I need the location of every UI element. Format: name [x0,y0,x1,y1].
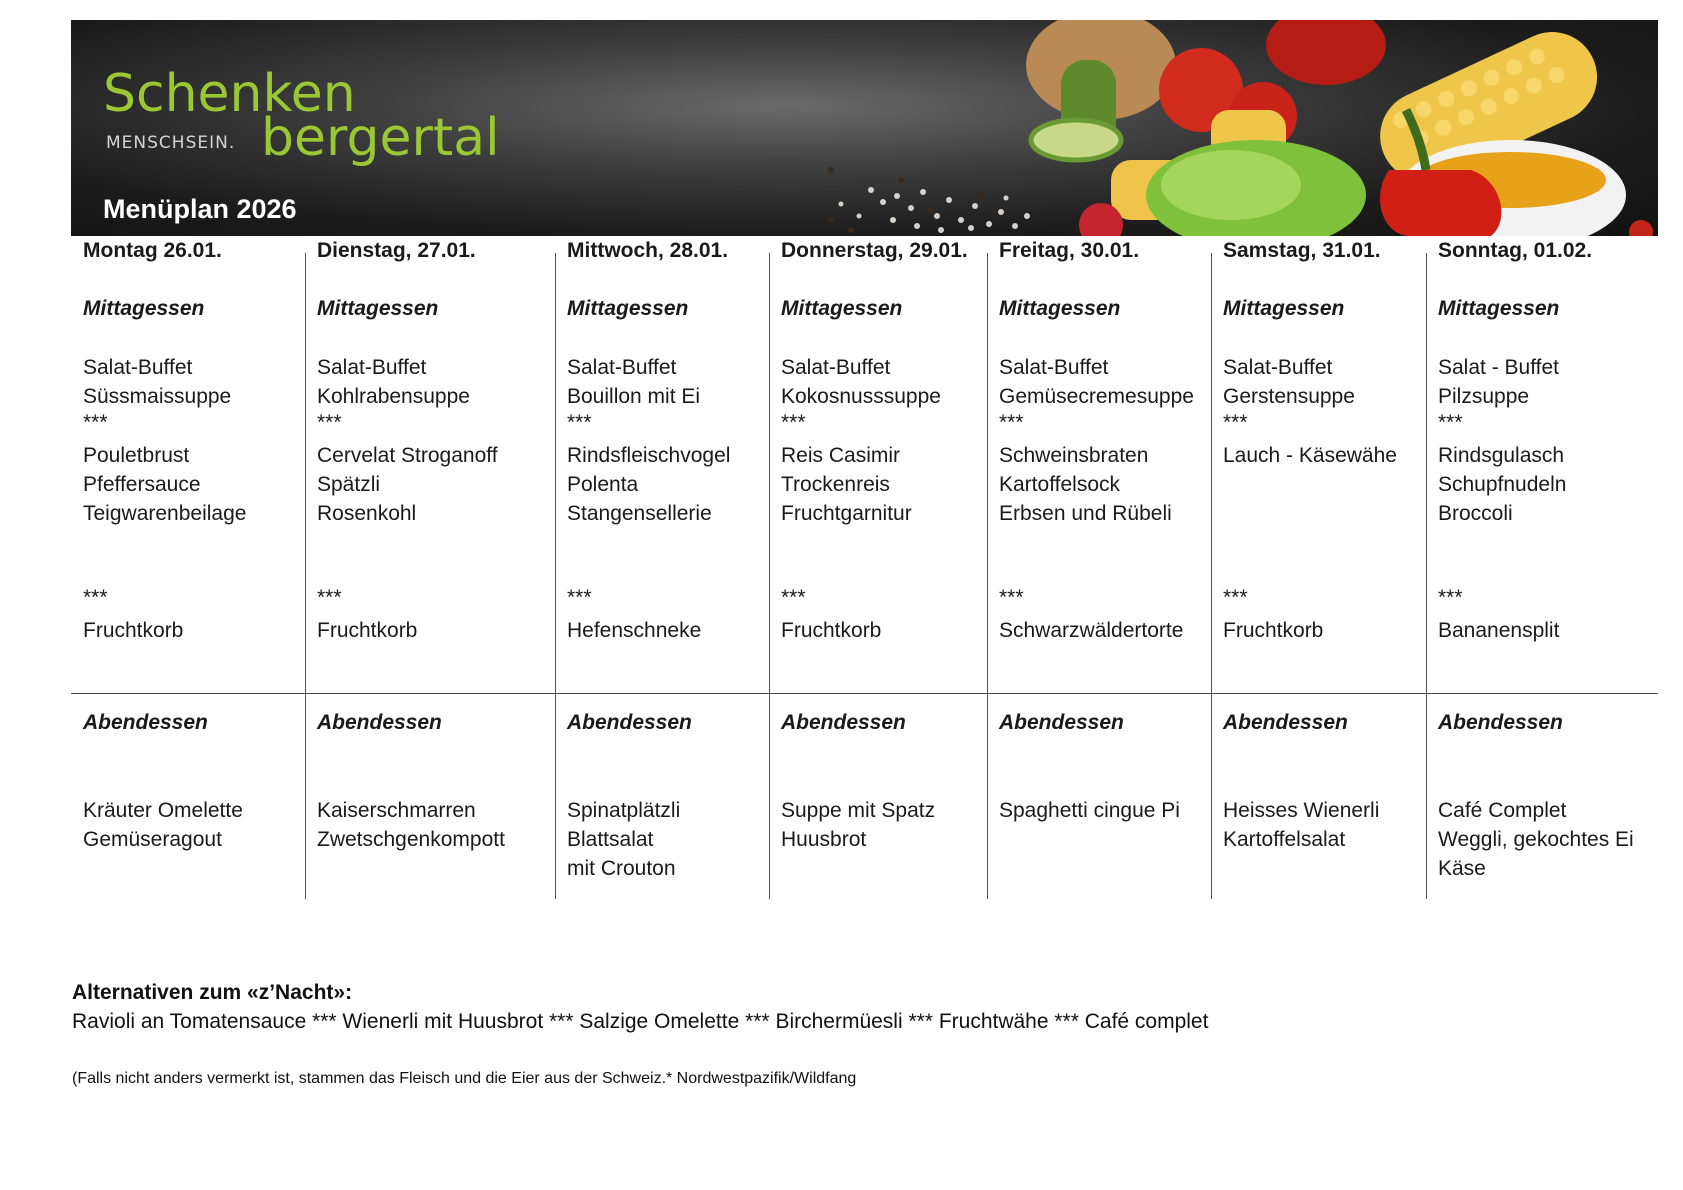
day-title: Samstag, 31.01. [1223,239,1381,262]
day-title: Sonntag, 01.02. [1438,239,1593,262]
lunch-main-item: Teigwarenbeilage [83,502,247,525]
header-banner [71,20,1658,236]
lunch-main-item: Pouletbrust [83,444,190,467]
course-separator: *** [1223,411,1248,434]
lunch-main-item: Fruchtgarnitur [781,502,912,525]
column-divider [769,253,770,899]
course-separator: *** [999,411,1024,434]
dinner-label: Abendessen [567,711,692,734]
alternatives-title: Alternativen zum «z’Nacht»: [72,981,353,1004]
dinner-item: Huusbrot [781,828,867,851]
origin-footnote: (Falls nicht anders vermerkt ist, stammen das Fleisch und die Eier aus der Schweiz.* Nordwestpazifik/Wildfang [72,1070,857,1087]
dinner-item: Café Complet [1438,799,1567,822]
logo-wordmark-top: Schenken [103,64,356,124]
lunch-main-item: Reis Casimir [781,444,901,467]
lunch-main-item: Stangensellerie [567,502,712,525]
column-divider [305,253,306,899]
alternatives-list: Ravioli an Tomatensauce *** Wienerli mit Huusbrot *** Salzige Omelette *** Birchermüesli *** Fruchtwähe *** Café complet [72,1010,1209,1033]
lunch-starter-item: Salat-Buffet [999,356,1109,379]
dinner-item: Kräuter Omelette [83,799,243,822]
dinner-item: Käse [1438,857,1486,880]
course-separator: *** [83,411,108,434]
lunch-main-item: Cervelat Stroganoff [317,444,498,467]
lunch-starter-item: Salat - Buffet [1438,356,1560,379]
dessert-item: Fruchtkorb [781,619,882,642]
dinner-item: mit Crouton [567,857,676,880]
dinner-item: Heisses Wienerli [1223,799,1380,822]
lunch-main-item: Schweinsbraten [999,444,1149,467]
dessert-item: Fruchtkorb [1223,619,1324,642]
lunch-main-item: Polenta [567,473,639,496]
course-separator: *** [1438,411,1463,434]
course-separator: *** [1438,586,1463,609]
dinner-label: Abendessen [83,711,208,734]
lunch-label: Mittagessen [999,297,1121,320]
lunch-starter-item: Gerstensuppe [1223,385,1355,408]
lunch-main-item: Trockenreis [781,473,890,496]
dessert-item: Fruchtkorb [317,619,418,642]
lunch-dinner-divider [71,693,1658,694]
lunch-starter-item: Gemüsecremesuppe [999,385,1194,408]
lunch-label: Mittagessen [83,297,205,320]
column-divider [1426,253,1427,899]
lunch-main-item: Rindsgulasch [1438,444,1565,467]
dessert-item: Bananensplit [1438,619,1560,642]
dinner-item: Gemüseragout [83,828,222,851]
day-title: Dienstag, 27.01. [317,239,476,262]
lunch-main-item: Rindsfleischvogel [567,444,731,467]
day-title: Montag 26.01. [83,239,222,262]
logo-tagline: MENSCHSEIN. [106,133,236,153]
course-separator: *** [781,411,806,434]
lunch-main-item: Erbsen und Rübeli [999,502,1172,525]
logo-wordmark-bottom: bergertal [261,108,500,168]
day-title: Freitag, 30.01. [999,239,1140,262]
lunch-main-item: Kartoffelsock [999,473,1121,496]
dinner-label: Abendessen [1223,711,1348,734]
lunch-main-item: Broccoli [1438,502,1513,525]
lunch-main-item: Spätzli [317,473,381,496]
lunch-label: Mittagessen [1438,297,1560,320]
dinner-item: Suppe mit Spatz [781,799,936,822]
column-divider [1211,253,1212,899]
course-separator: *** [567,411,592,434]
course-separator: *** [1223,586,1248,609]
lunch-main-item: Schupfnudeln [1438,473,1567,496]
page-title: Menüplan 2026 [103,194,297,224]
lunch-starter-item: Süssmaissuppe [83,385,232,408]
course-separator: *** [567,586,592,609]
dinner-label: Abendessen [999,711,1124,734]
lunch-label: Mittagessen [1223,297,1345,320]
menu-grid [71,236,1658,900]
course-separator: *** [317,411,342,434]
lunch-label: Mittagessen [317,297,439,320]
dinner-item: Zwetschgenkompott [317,828,505,851]
column-divider [987,253,988,899]
dinner-label: Abendessen [317,711,442,734]
dinner-item: Blattsalat [567,828,654,851]
lunch-starter-item: Salat-Buffet [83,356,193,379]
dinner-item: Kaiserschmarren [317,799,476,822]
column-divider [555,253,556,899]
dinner-item: Spaghetti cingue Pi [999,799,1180,822]
course-separator: *** [781,586,806,609]
lunch-starter-item: Bouillon mit Ei [567,385,701,408]
lunch-starter-item: Salat-Buffet [317,356,427,379]
dinner-label: Abendessen [1438,711,1563,734]
dessert-item: Schwarzwäldertorte [999,619,1184,642]
dinner-label: Abendessen [781,711,906,734]
day-title: Donnerstag, 29.01. [781,239,968,262]
dinner-item: Kartoffelsalat [1223,828,1346,851]
course-separator: *** [83,586,108,609]
lunch-main-item: Rosenkohl [317,502,417,525]
lunch-starter-item: Pilzsuppe [1438,385,1530,408]
lunch-starter-item: Kokosnusssuppe [781,385,941,408]
lunch-starter-item: Kohlrabensuppe [317,385,470,408]
dessert-item: Fruchtkorb [83,619,184,642]
lunch-label: Mittagessen [567,297,689,320]
dessert-item: Hefenschneke [567,619,702,642]
course-separator: *** [999,586,1024,609]
course-separator: *** [317,586,342,609]
dinner-item: Spinatplätzli [567,799,681,822]
lunch-starter-item: Salat-Buffet [781,356,891,379]
day-title: Mittwoch, 28.01. [567,239,729,262]
lunch-starter-item: Salat-Buffet [567,356,677,379]
lunch-main-item: Lauch - Käsewähe [1223,444,1397,467]
lunch-main-item: Pfeffersauce [83,473,201,496]
lunch-label: Mittagessen [781,297,903,320]
dinner-item: Weggli, gekochtes Ei [1438,828,1634,851]
lunch-starter-item: Salat-Buffet [1223,356,1333,379]
